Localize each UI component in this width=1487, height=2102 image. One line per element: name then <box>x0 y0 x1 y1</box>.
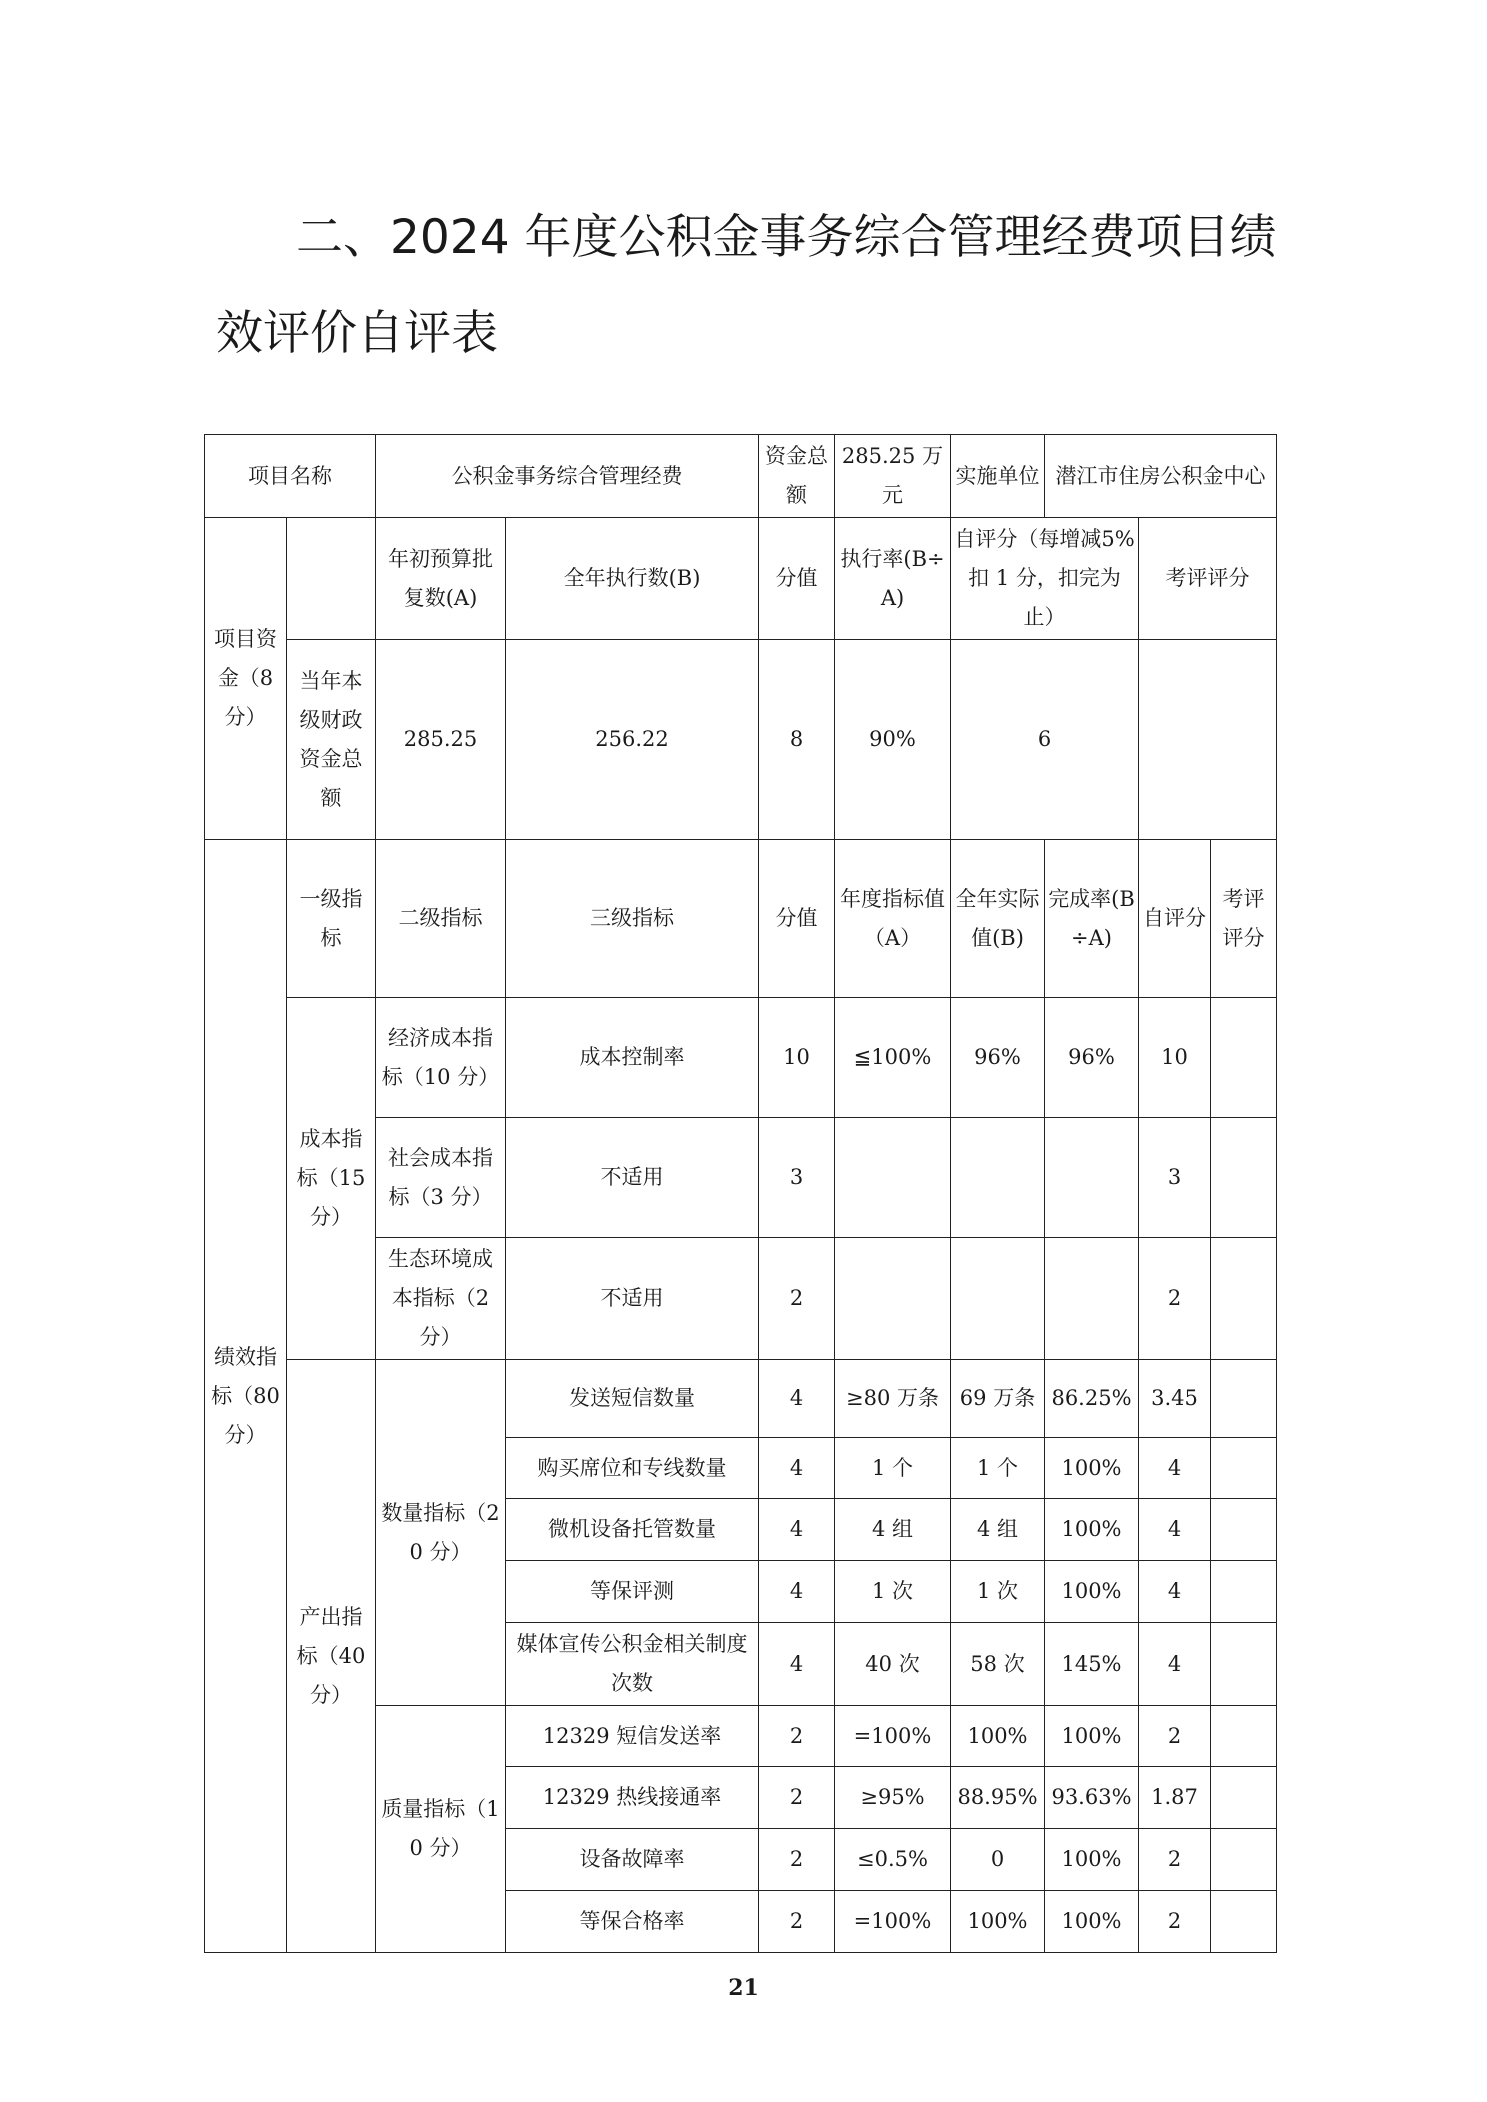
rate-cell: 145% <box>1045 1623 1139 1706</box>
score-cell: 2 <box>759 1238 835 1360</box>
rate-cell: 100% <box>1045 1438 1139 1499</box>
funds-self: 6 <box>951 640 1139 840</box>
rate-cell: 86.25% <box>1045 1360 1139 1438</box>
target-cell <box>835 1118 951 1238</box>
col-rate: 执行率(B÷A) <box>835 518 951 640</box>
actual-cell: 96% <box>951 998 1045 1118</box>
review-cell <box>1211 1438 1277 1499</box>
score-cell: 2 <box>759 1891 835 1953</box>
col-exec: 全年执行数(B) <box>506 518 759 640</box>
funds-exec: 256.22 <box>506 640 759 840</box>
rate-cell <box>1045 1238 1139 1360</box>
l3-cell: 不适用 <box>506 1238 759 1360</box>
project-name-label: 项目名称 <box>205 435 376 518</box>
review-cell <box>1211 1561 1277 1623</box>
self-cell: 4 <box>1139 1561 1211 1623</box>
score-cell: 4 <box>759 1360 835 1438</box>
rate-cell: 100% <box>1045 1829 1139 1891</box>
funds-review <box>1139 640 1277 840</box>
review-cell <box>1211 1118 1277 1238</box>
actual-cell: 4 组 <box>951 1499 1045 1561</box>
target-cell: ≤0.5% <box>835 1829 951 1891</box>
l3-cell: 微机设备托管数量 <box>506 1499 759 1561</box>
eco-label: 生态环境成本指标（2 分） <box>376 1238 506 1360</box>
page-title-block <box>218 190 1288 382</box>
col-score: 分值 <box>759 518 835 640</box>
review-cell <box>1211 1829 1277 1891</box>
page-number: 21 <box>728 1975 759 2001</box>
actual-cell: 58 次 <box>951 1623 1045 1706</box>
page-title: 二、2024 年度公积金事务综合管理经费项目绩效评价自评表 <box>216 210 1277 361</box>
evaluation-table <box>204 434 1277 1953</box>
econ-label: 经济成本指标（10 分） <box>376 998 506 1118</box>
l3-cell: 等保合格率 <box>506 1891 759 1953</box>
score-cell: 2 <box>759 1767 835 1829</box>
col-target: 年度指标值（A） <box>835 840 951 998</box>
output-label: 产出指标（40 分） <box>287 1360 376 1953</box>
review-cell <box>1211 1891 1277 1953</box>
actual-cell: 69 万条 <box>951 1360 1045 1438</box>
rate-cell: 100% <box>1045 1891 1139 1953</box>
qty-label: 数量指标（20 分） <box>376 1360 506 1706</box>
l3-cell: 设备故障率 <box>506 1829 759 1891</box>
self-cell: 3.45 <box>1139 1360 1211 1438</box>
actual-cell: 1 次 <box>951 1561 1045 1623</box>
review-cell <box>1211 1767 1277 1829</box>
self-cell: 2 <box>1139 1891 1211 1953</box>
target-cell: ≦100% <box>835 998 951 1118</box>
self-cell: 1.87 <box>1139 1767 1211 1829</box>
target-cell: ≥95% <box>835 1767 951 1829</box>
l3-cell: 发送短信数量 <box>506 1360 759 1438</box>
col-perf-score: 分值 <box>759 840 835 998</box>
social-label: 社会成本指标（3 分） <box>376 1118 506 1238</box>
self-cell: 4 <box>1139 1623 1211 1706</box>
target-cell: 1 次 <box>835 1561 951 1623</box>
review-cell <box>1211 1623 1277 1706</box>
self-cell: 2 <box>1139 1829 1211 1891</box>
score-cell: 3 <box>759 1118 835 1238</box>
project-name: 公积金事务综合管理经费 <box>376 435 759 518</box>
rate-cell: 96% <box>1045 998 1139 1118</box>
actual-cell: 88.95% <box>951 1767 1045 1829</box>
l3-cell: 购买席位和专线数量 <box>506 1438 759 1499</box>
rate-cell: 100% <box>1045 1706 1139 1767</box>
funds-section-label: 项目资金（8 分） <box>205 518 287 840</box>
self-cell: 4 <box>1139 1438 1211 1499</box>
funds-rate: 90% <box>835 640 951 840</box>
review-cell <box>1211 1706 1277 1767</box>
col-perf-rate: 完成率(B÷A) <box>1045 840 1139 998</box>
quality-label: 质量指标（10 分） <box>376 1706 506 1953</box>
col-budget: 年初预算批复数(A) <box>376 518 506 640</box>
review-cell <box>1211 998 1277 1118</box>
score-cell: 10 <box>759 998 835 1118</box>
col-review: 考评评分 <box>1139 518 1277 640</box>
score-cell: 4 <box>759 1623 835 1706</box>
target-cell <box>835 1238 951 1360</box>
funds-score: 8 <box>759 640 835 840</box>
fund-total: 285.25 万元 <box>835 435 951 518</box>
score-cell: 4 <box>759 1561 835 1623</box>
col-actual: 全年实际值(B) <box>951 840 1045 998</box>
actual-cell <box>951 1118 1045 1238</box>
self-cell: 4 <box>1139 1499 1211 1561</box>
score-cell: 2 <box>759 1706 835 1767</box>
col-l1: 一级指标 <box>287 840 376 998</box>
l3-cell: 不适用 <box>506 1118 759 1238</box>
rate-cell <box>1045 1118 1139 1238</box>
col-perf-review: 考评评分 <box>1211 840 1277 998</box>
fund-total-label: 资金总额 <box>759 435 835 518</box>
funds-budget: 285.25 <box>376 640 506 840</box>
self-cell: 10 <box>1139 998 1211 1118</box>
funds-blank-cell <box>287 518 376 640</box>
rate-cell: 93.63% <box>1045 1767 1139 1829</box>
actual-cell: 100% <box>951 1891 1045 1953</box>
funds-header-row <box>205 518 1277 640</box>
col-perf-self: 自评分 <box>1139 840 1211 998</box>
unit-label: 实施单位 <box>951 435 1045 518</box>
col-self: 自评分（每增减5%扣 1 分，扣完为止） <box>951 518 1139 640</box>
score-cell: 4 <box>759 1499 835 1561</box>
funds-row-label: 当年本级财政资金总额 <box>287 640 376 840</box>
target-cell: 1 个 <box>835 1438 951 1499</box>
unit-name: 潜江市住房公积金中心 <box>1045 435 1277 518</box>
l3-cell: 12329 短信发送率 <box>506 1706 759 1767</box>
review-cell <box>1211 1238 1277 1360</box>
l3-cell: 等保评测 <box>506 1561 759 1623</box>
review-cell <box>1211 1360 1277 1438</box>
actual-cell: 100% <box>951 1706 1045 1767</box>
header-row <box>205 435 1277 518</box>
l3-cell: 媒体宣传公积金相关制度次数 <box>506 1623 759 1706</box>
l3-cell: 12329 热线接通率 <box>506 1767 759 1829</box>
target-cell: 4 组 <box>835 1499 951 1561</box>
review-cell <box>1211 1499 1277 1561</box>
col-l3: 三级指标 <box>506 840 759 998</box>
target-cell: =100% <box>835 1891 951 1953</box>
table-row <box>205 1360 1277 1438</box>
self-cell: 2 <box>1139 1706 1211 1767</box>
table-row <box>205 998 1277 1118</box>
self-cell: 3 <box>1139 1118 1211 1238</box>
cost-label: 成本指标（15 分） <box>287 998 376 1360</box>
rate-cell: 100% <box>1045 1499 1139 1561</box>
actual-cell: 0 <box>951 1829 1045 1891</box>
l3-cell: 成本控制率 <box>506 998 759 1118</box>
actual-cell: 1 个 <box>951 1438 1045 1499</box>
col-l2: 二级指标 <box>376 840 506 998</box>
perf-section-label: 绩效指标（80 分） <box>205 840 287 1953</box>
rate-cell: 100% <box>1045 1561 1139 1623</box>
self-cell: 2 <box>1139 1238 1211 1360</box>
score-cell: 2 <box>759 1829 835 1891</box>
funds-data-row <box>205 640 1277 840</box>
actual-cell <box>951 1238 1045 1360</box>
target-cell: 40 次 <box>835 1623 951 1706</box>
target-cell: =100% <box>835 1706 951 1767</box>
perf-header-row <box>205 840 1277 998</box>
target-cell: ≥80 万条 <box>835 1360 951 1438</box>
score-cell: 4 <box>759 1438 835 1499</box>
